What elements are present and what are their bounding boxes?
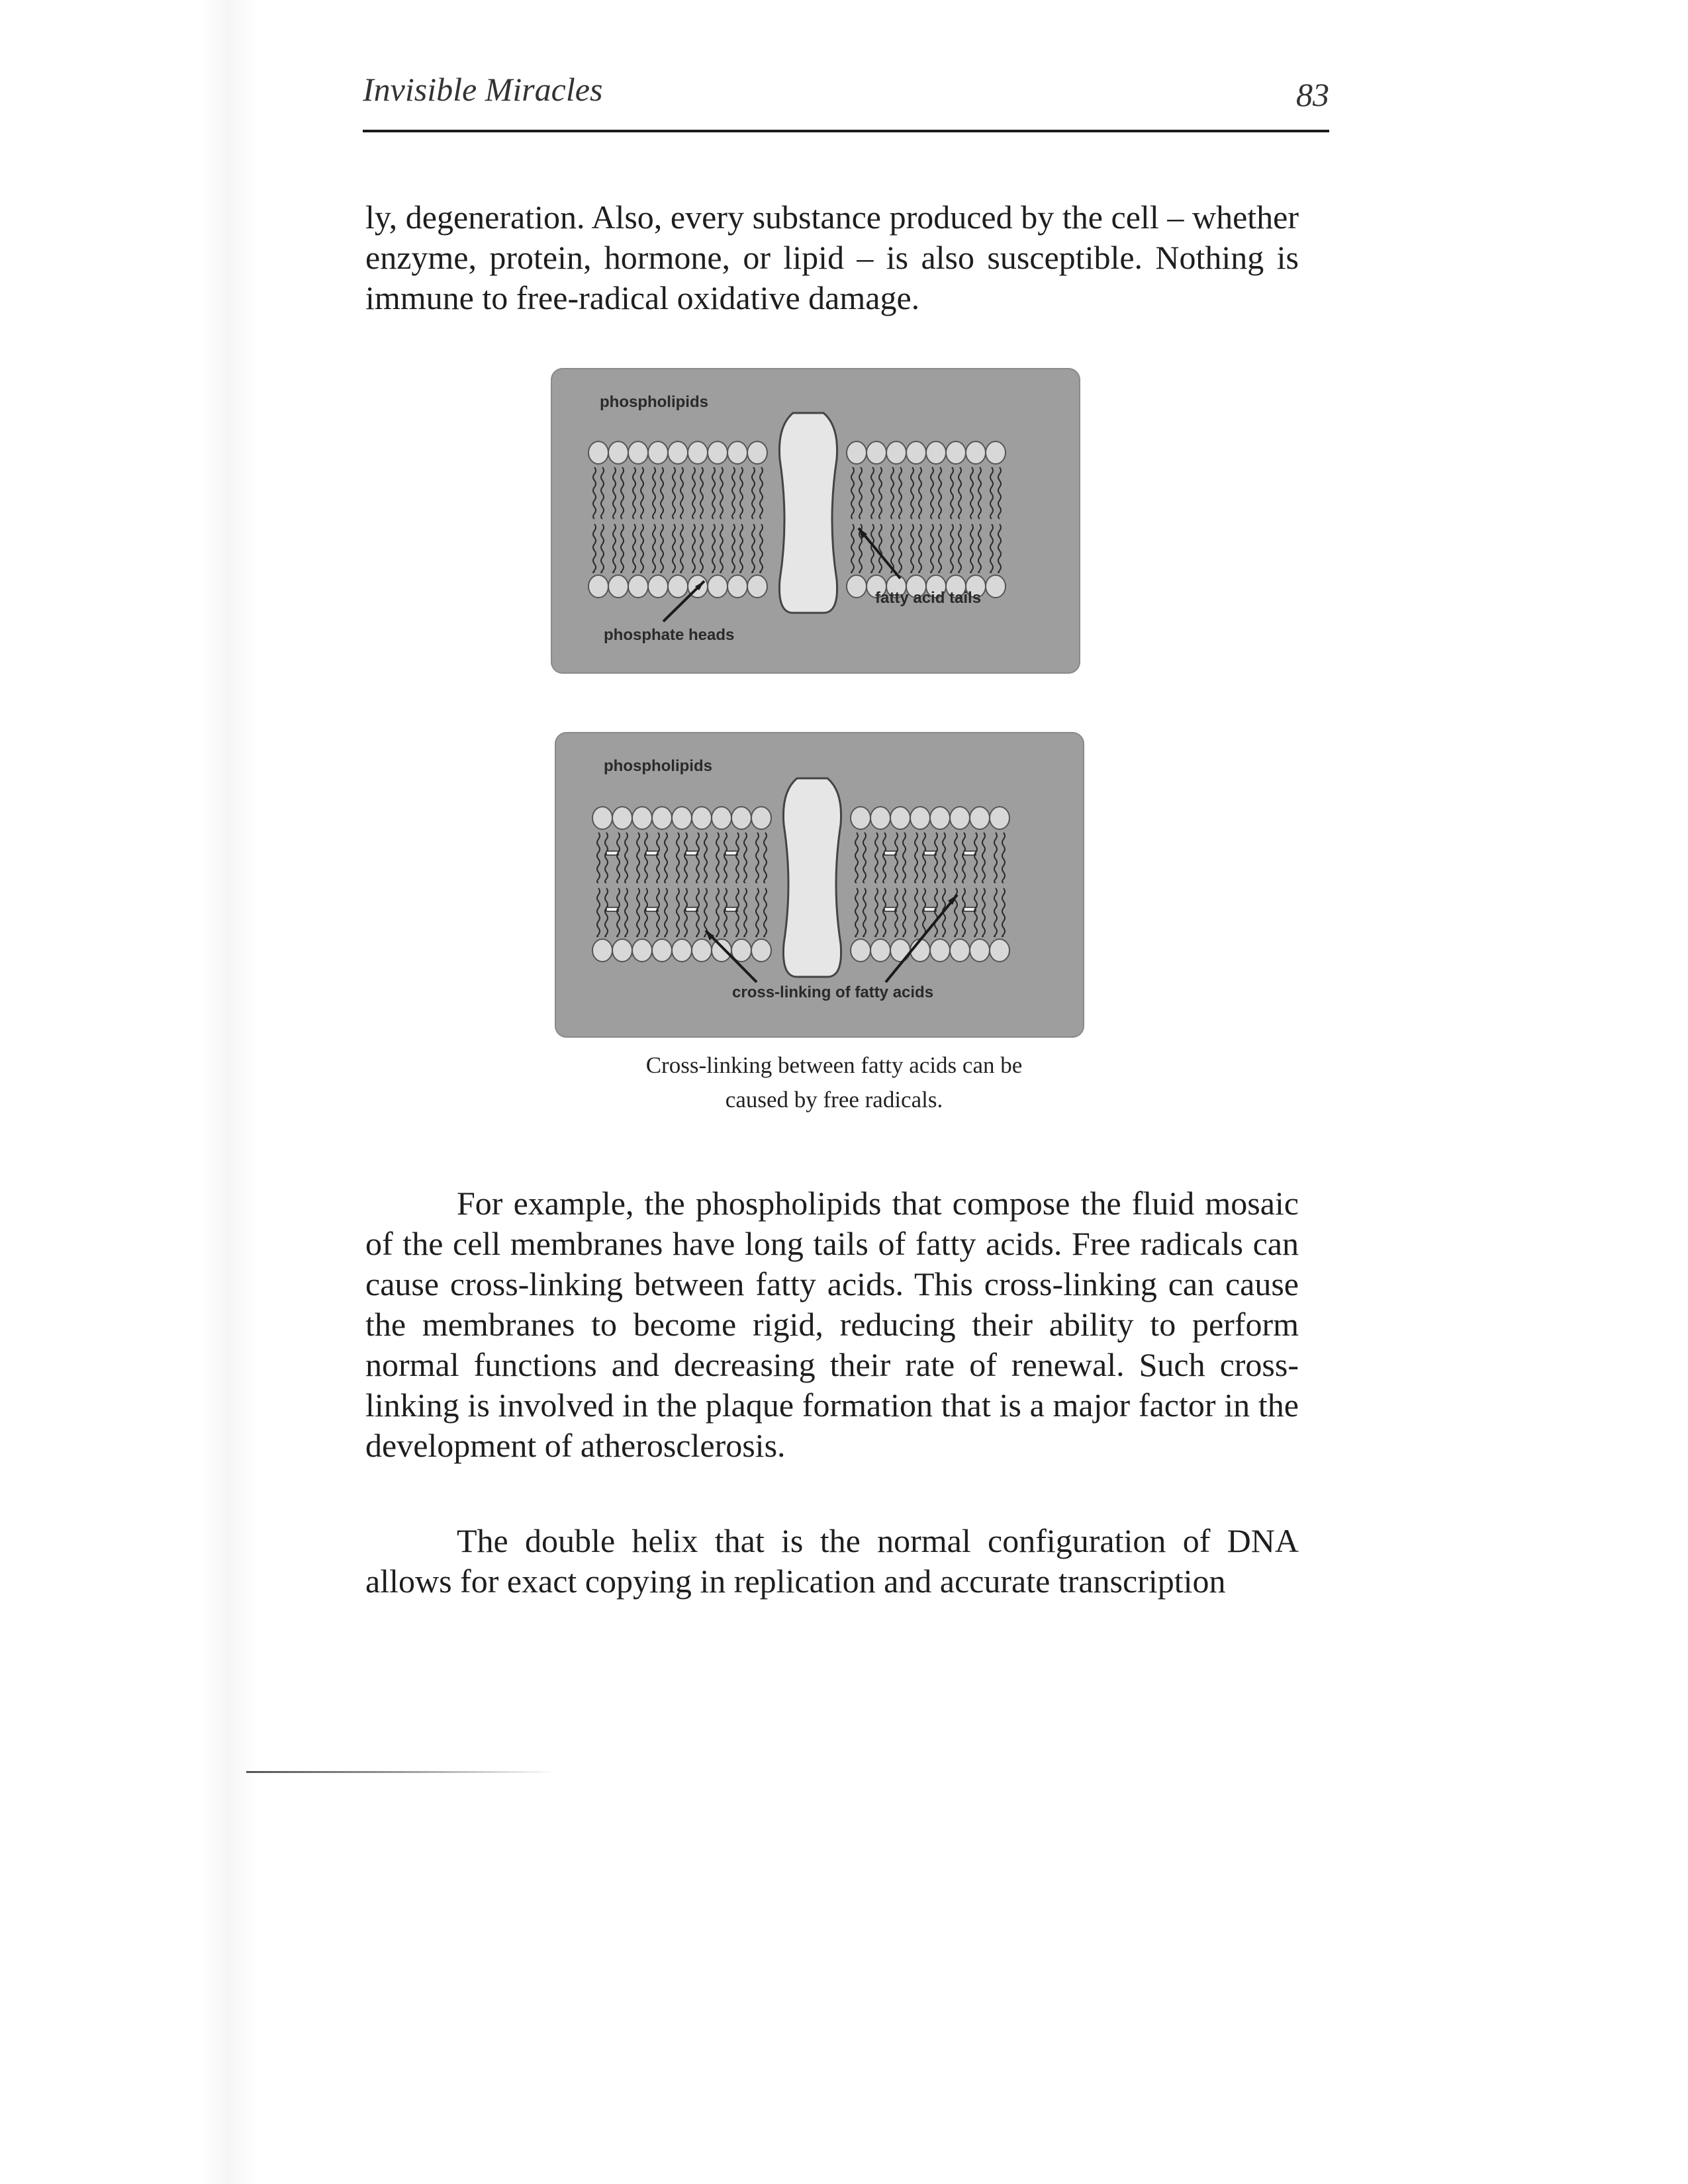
fatty-acid-tail — [684, 888, 687, 936]
phosphate-head — [870, 939, 890, 962]
fatty-acid-tail — [859, 467, 862, 519]
phosphate-head — [672, 807, 692, 829]
fatty-acid-tail — [959, 467, 961, 519]
fatty-acid-tail — [951, 524, 953, 572]
fatty-acid-tail — [951, 467, 953, 519]
fatty-acid-tail — [998, 524, 1001, 572]
fatty-acid-tail — [665, 833, 667, 883]
fatty-acid-tail — [732, 467, 735, 519]
fatty-acid-tail — [962, 833, 965, 883]
fatty-acid-tail — [673, 467, 675, 519]
fatty-acid-tail — [617, 833, 620, 883]
fatty-acid-tail — [712, 524, 715, 572]
phosphate-head — [632, 807, 652, 829]
fatty-acid-tail — [919, 524, 921, 572]
fatty-acid-tail — [851, 467, 854, 519]
running-head — [363, 66, 1329, 132]
phosphate-head — [668, 575, 688, 598]
fatty-acid-tail — [597, 833, 600, 883]
phosphate-head — [886, 441, 906, 464]
fatty-acid-tail — [879, 524, 882, 572]
fatty-acid-tail — [625, 833, 628, 883]
phosphate-head — [648, 575, 668, 598]
membrane-diagram-cross-linked — [555, 732, 1084, 1038]
fatty-acid-tail — [724, 833, 727, 883]
fatty-acid-tail — [899, 467, 902, 519]
phosphate-head — [747, 441, 767, 464]
fatty-acid-tail — [744, 888, 747, 936]
fatty-acid-tail — [601, 524, 604, 572]
fatty-acid-tail — [752, 467, 755, 519]
fatty-acid-tail — [657, 833, 659, 883]
fatty-acid-tail — [982, 833, 985, 883]
phosphate-head — [966, 441, 986, 464]
fatty-acid-tail — [605, 833, 608, 883]
caption-line-2: caused by free radicals. — [725, 1087, 943, 1113]
fatty-acid-tail — [911, 467, 914, 519]
fatty-acid-tail — [637, 888, 639, 936]
fatty-acid-tail — [875, 833, 878, 883]
label-phospholipids: phospholipids — [604, 757, 712, 775]
fatty-acid-tail — [736, 833, 739, 883]
phosphate-head — [708, 575, 727, 598]
phosphate-head — [847, 575, 867, 598]
phosphate-head — [727, 441, 747, 464]
fatty-acid-tail — [756, 888, 759, 936]
phosphate-head — [692, 939, 712, 962]
fatty-acid-tail — [696, 888, 699, 936]
fatty-acid-tail — [740, 524, 743, 572]
fatty-acid-tail — [895, 888, 898, 936]
fatty-acid-tail — [982, 888, 985, 936]
fatty-acid-tail — [955, 833, 957, 883]
fatty-acid-tail — [716, 833, 719, 883]
fatty-acid-tail — [899, 524, 902, 572]
phosphate-head — [672, 939, 692, 962]
phosphate-head — [950, 939, 970, 962]
phosphate-head — [990, 807, 1009, 829]
fatty-acid-tail — [879, 467, 882, 519]
fatty-acid-tail — [970, 524, 973, 572]
fatty-acid-tail — [990, 467, 993, 519]
phosphate-head — [652, 939, 672, 962]
body-paragraph-3: The double helix that is the normal configuration of DNA allows for exact copying in replication and accurate transcription — [365, 1522, 1299, 1600]
phosphate-head — [588, 441, 608, 464]
fatty-acid-tail — [871, 524, 874, 572]
phosphate-head — [751, 939, 771, 962]
fatty-acid-tail — [613, 524, 616, 572]
phosphate-head — [890, 807, 910, 829]
membrane-diagram-normal — [551, 368, 1080, 674]
fatty-acid-tail — [974, 888, 977, 936]
fatty-acid-tail — [760, 467, 763, 519]
fatty-acid-tail — [915, 888, 917, 936]
fatty-acid-tail — [613, 467, 616, 519]
fatty-acid-tail — [943, 833, 945, 883]
fatty-acid-tail — [661, 467, 663, 519]
fatty-acid-tail — [740, 467, 743, 519]
fatty-acid-tail — [931, 467, 933, 519]
phosphate-head — [930, 807, 950, 829]
phosphate-head — [970, 807, 990, 829]
phosphate-head — [668, 441, 688, 464]
phosphate-head — [867, 441, 886, 464]
fatty-acid-tail — [978, 524, 981, 572]
fatty-acid-tail — [704, 833, 707, 883]
fatty-acid-tail — [764, 888, 767, 936]
fatty-acid-tail — [760, 524, 763, 572]
phosphate-head — [727, 575, 747, 598]
fatty-acid-tail — [736, 888, 739, 936]
phosphate-head — [628, 441, 648, 464]
fatty-acid-tail — [712, 467, 715, 519]
label-cross-linking: cross-linking of fatty acids — [732, 983, 934, 1001]
fatty-acid-tail — [863, 888, 866, 936]
fatty-acid-tail — [998, 467, 1001, 519]
footnote-rule — [246, 1771, 557, 1773]
running-title: Invisible Miracles — [363, 71, 603, 108]
fatty-acid-tail — [677, 888, 679, 936]
fatty-acid-tail — [903, 888, 906, 936]
fatty-acid-tail — [716, 888, 719, 936]
fatty-acid-tail — [1002, 888, 1005, 936]
fatty-acid-tail — [661, 524, 663, 572]
fatty-acid-tail — [653, 524, 655, 572]
phosphate-head — [930, 939, 950, 962]
fatty-acid-tail — [673, 524, 675, 572]
protein-channel — [779, 413, 837, 613]
phosphate-head — [612, 939, 632, 962]
phosphate-head — [648, 441, 668, 464]
fatty-acid-tail — [680, 524, 683, 572]
phosphate-head — [592, 807, 612, 829]
fatty-acid-tail — [871, 467, 874, 519]
fatty-acid-tail — [855, 888, 858, 936]
fatty-acid-tail — [593, 467, 596, 519]
phosphate-head — [910, 807, 930, 829]
phosphate-head — [906, 441, 926, 464]
fatty-acid-tail — [641, 524, 643, 572]
phosphate-head — [632, 939, 652, 962]
phosphate-head — [890, 939, 910, 962]
fatty-acid-tail — [970, 467, 973, 519]
fatty-acid-tail — [625, 888, 628, 936]
phosphate-head — [747, 575, 767, 598]
fatty-acid-tail — [700, 524, 703, 572]
fatty-acid-tail — [617, 888, 620, 936]
fatty-acid-tail — [851, 524, 854, 572]
figure-caption — [503, 1048, 1165, 1117]
fatty-acid-tail — [994, 833, 997, 883]
fatty-acid-tail — [744, 833, 747, 883]
fatty-acid-tail — [935, 833, 937, 883]
phosphate-head — [970, 939, 990, 962]
phosphate-head — [692, 807, 712, 829]
body-paragraph-1: ly, degeneration. Also, every substance produced by the cell – whether enzyme, protein, hormone, or lipid – is also susceptible. Nothing is immune to free-radical oxidative damage. — [365, 199, 1299, 316]
fatty-acid-tail — [911, 524, 914, 572]
phosphate-head — [731, 807, 751, 829]
phosphate-head — [990, 939, 1009, 962]
fatty-acid-tail — [935, 888, 937, 936]
fatty-acid-tail — [994, 888, 997, 936]
phosphate-head — [688, 441, 708, 464]
fatty-acid-tail — [764, 833, 767, 883]
fatty-acid-tail — [677, 833, 679, 883]
phosphate-head — [851, 939, 870, 962]
fatty-acid-tail — [903, 833, 906, 883]
phosphate-head — [847, 441, 867, 464]
fatty-acid-tail — [633, 524, 635, 572]
body-paragraph-2: For example, the phospholipids that compose the fluid mosaic of the cell membranes have long tails of fatty acids. Free radicals can cause cross-linking between fatty acids. This cross-linking can cause the membranes to become rigid, reducing their ability to perform normal functions and decreasing their rate of renewal. Such cross-linking is involved in the plaque formation that is a major factor in the development of atherosclerosis. — [365, 1185, 1299, 1464]
fatty-acid-tail — [962, 888, 965, 936]
phosphate-head — [708, 441, 727, 464]
fatty-acid-tail — [919, 467, 921, 519]
page-gutter-shadow — [199, 0, 258, 2184]
fatty-acid-tail — [593, 524, 596, 572]
fatty-acid-tail — [720, 467, 723, 519]
fatty-acid-tail — [756, 833, 759, 883]
phosphate-head — [851, 807, 870, 829]
phosphate-head — [986, 441, 1006, 464]
fatty-acid-tail — [923, 833, 925, 883]
fatty-acid-tail — [915, 833, 917, 883]
phosphate-head — [608, 575, 628, 598]
phosphate-head — [946, 441, 966, 464]
fatty-acid-tail — [641, 467, 643, 519]
phosphate-head — [870, 807, 890, 829]
fatty-acid-tail — [732, 524, 735, 572]
fatty-acid-tail — [621, 524, 624, 572]
phosphate-head — [608, 441, 628, 464]
fatty-acid-tail — [855, 833, 858, 883]
fatty-acid-tail — [883, 888, 886, 936]
fatty-acid-tail — [959, 524, 961, 572]
fatty-acid-tail — [684, 833, 687, 883]
fatty-acid-tail — [605, 888, 608, 936]
label-fatty-acid-tails: fatty acid tails — [875, 589, 982, 607]
fatty-acid-tail — [990, 524, 993, 572]
fatty-acid-tail — [700, 467, 703, 519]
fatty-acid-tail — [720, 524, 723, 572]
fatty-acid-tail — [645, 833, 647, 883]
protein-channel — [783, 778, 841, 977]
fatty-acid-tail — [653, 467, 655, 519]
phosphate-head — [588, 575, 608, 598]
fatty-acid-tail — [597, 888, 600, 936]
fatty-acid-tail — [665, 888, 667, 936]
page-number: 83 — [1296, 76, 1329, 113]
fatty-acid-tail — [692, 524, 695, 572]
fatty-acid-tail — [1002, 833, 1005, 883]
phosphate-head — [926, 441, 946, 464]
fatty-acid-tail — [633, 467, 635, 519]
fatty-acid-tail — [863, 833, 866, 883]
phosphate-head — [612, 807, 632, 829]
fatty-acid-tail — [621, 467, 624, 519]
fatty-acid-tail — [601, 467, 604, 519]
fatty-acid-tail — [680, 467, 683, 519]
fatty-acid-tail — [724, 888, 727, 936]
fatty-acid-tail — [923, 888, 925, 936]
caption-line-1: Cross-linking between fatty acids can be — [645, 1052, 1023, 1078]
fatty-acid-tail — [939, 467, 941, 519]
fatty-acid-tail — [657, 888, 659, 936]
fatty-acid-tail — [891, 467, 894, 519]
fatty-acid-tail — [978, 467, 981, 519]
fatty-acid-tail — [883, 833, 886, 883]
fatty-acid-tail — [696, 833, 699, 883]
fatty-acid-tail — [891, 524, 894, 572]
phosphate-head — [592, 939, 612, 962]
phosphate-head — [751, 807, 771, 829]
fatty-acid-tail — [895, 833, 898, 883]
fatty-acid-tail — [645, 888, 647, 936]
fatty-acid-tail — [637, 833, 639, 883]
fatty-acid-tail — [875, 888, 878, 936]
phosphate-head — [986, 575, 1006, 598]
fatty-acid-tail — [939, 524, 941, 572]
phosphate-head — [712, 807, 731, 829]
phosphate-head — [628, 575, 648, 598]
fatty-acid-tail — [752, 524, 755, 572]
fatty-acid-tail — [931, 524, 933, 572]
phosphate-head — [950, 807, 970, 829]
fatty-acid-tail — [692, 467, 695, 519]
phosphate-head — [712, 939, 731, 962]
fatty-acid-tail — [704, 888, 707, 936]
label-phospholipids: phospholipids — [600, 393, 708, 411]
fatty-acid-tail — [974, 833, 977, 883]
label-phosphate-heads: phosphate heads — [604, 626, 735, 644]
phosphate-head — [652, 807, 672, 829]
